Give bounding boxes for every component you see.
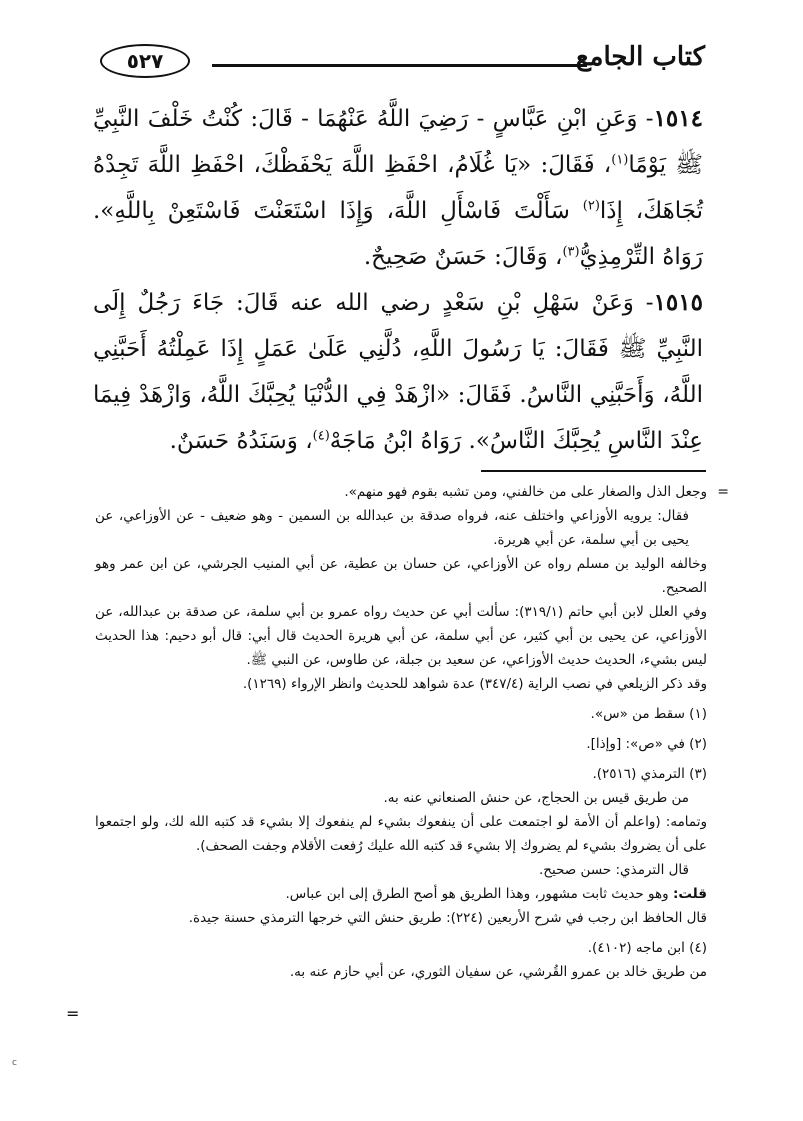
footnote-ref: (٣) [562, 244, 580, 260]
edge-mark: c [12, 1058, 17, 1068]
footnote-line: وقد ذكر الزيلعي في نصب الراية (٣٤٧/٤) عدة شواهد للحديث وانظر الإرواء (١٢٦٩). [242, 676, 707, 692]
footnote-line: وخالفه الوليد بن مسلم رواه عن الأوزاعي، عن حسان بن عطية، عن أبي المنيب الجرشي، عن ابن عمر وهو الصحيح. [95, 556, 707, 596]
hadith-text: ، وَسَنَدُهُ حَسَنٌ. [169, 428, 313, 454]
footnote-line: وجعل الذل والصغار على من خالفني، ومن تشبه بقوم فهو منهم». [344, 484, 707, 500]
page-number-oval: ٥٢٧ [100, 44, 190, 78]
qultu-text: وهو حديث ثابت مشهور، وهذا الطريق هو أصح الطرق إلى ابن عباس. [285, 886, 673, 902]
hadith-text: ، وَقَالَ: حَسَنٌ صَحِيحٌ. [363, 244, 563, 270]
footnote-line: من طريق خالد بن عمرو القُرشي، عن سفيان الثوري، عن أبي حازم عنه به. [289, 964, 707, 980]
footnote-1: (١) سقط من «س». [590, 706, 707, 722]
footnote-ref: (٤) [312, 428, 330, 444]
hadith-text: ، فَقَالَ: «يَا غُلَامُ، احْفَظِ اللَّهَ يَحْفَظْكَ، احْفَظِ اللَّهَ تَجِدْهُ تُجَاهَكَ، إِذَا [93, 152, 703, 224]
footnote-2: (٢) في «ص»: [وإذا]. [586, 736, 707, 752]
running-title: كتاب الجامع [575, 42, 705, 72]
footnote-line: وتمامه: (واعلم أن الأمة لو اجتمعت على أن ينفعوك بشيء لم ينفعوك إلا بشيء قد كتبه الله لك، ولو اجتمعوا على أن يضروك بشيء لم يضروك إلا بشيء قد كتبه الله عليك رُفعت الأقلام وجفت الصحف). [95, 814, 707, 854]
footnote-line: قال الحافظ ابن رجب في شرح الأربعين (٢٢٤): طريق حنش التي خرجها الترمذي حسنة جيدة. [188, 910, 707, 926]
hadith-1515 [93, 280, 703, 464]
footnote-line: وفي العلل لابن أبي حاتم (٣١٩/١): سألت أبي عن حديث رواه عمرو بن أبي سلمة، عن صدقة بن عبدالله، عن الأوزاعي، عن يحيى بن أبي كثير، عن أبي سلمة، عن أبي هريرة الحديث قال أبي: قال أبو دحيم: هذا الحديث ليس بشيء، الحديث حديث الأوزاعي، عن سعيد بن جبلة، عن طاوس، عن النبي ﷺ. [95, 604, 707, 668]
header-rule [212, 64, 587, 67]
hadith-number: ١٥١٥ [653, 289, 703, 316]
main-text [93, 96, 703, 464]
hadith-text: - وَعَنْ سَهْلِ بْنِ سَعْدٍ رضي الله عنه قَالَ: جَاءَ رَجُلٌ إِلَى النَّبِيِّ ﷺ فَقَالَ: يَا رَسُولَ اللَّهِ، دُلَّنِي عَلَىٰ عَمَلٍ إِذَا عَمِلْتُهُ أَحَبَّنِي اللَّهُ، وَأَحَبَّنِي النَّاسُ. فَقَالَ: «ازْهَدْ فِي الدُّنْيَا يُحِبَّكَ اللَّهُ، وَازْهَدْ فِيمَا عِنْدَ النَّاسِ يُحِبَّكَ النَّاسُ». رَوَاهُ ابْنُ مَاجَهْ [93, 290, 703, 454]
page-header [100, 38, 705, 88]
footnote-3: (٣) الترمذي (٢٥١٦). [592, 766, 707, 782]
footnote-line: من طريق قيس بن الحجاج، عن حنش الصنعاني عنه به. [383, 790, 689, 806]
continuation-mark: = [717, 484, 729, 500]
hadith-text: سَأَلْتَ فَاسْأَلِ اللَّهَ، وَإِذَا اسْتَعَنْتَ فَاسْتَعِنْ بِاللَّهِ». رَوَاهُ التِّرْمِذِيُّ [93, 198, 703, 270]
footnote-line: قال الترمذي: حسن صحيح. [539, 862, 689, 878]
footnote-separator [481, 470, 706, 472]
footnote-line [95, 882, 707, 906]
trailing-continuation-mark: = [66, 1004, 80, 1023]
footnote-ref: (٢) [582, 198, 600, 214]
hadith-number: ١٥١٤ [653, 105, 703, 132]
hadith-text: - وَعَنِ ابْنِ عَبَّاسٍ - رَضِيَ اللَّهُ عَنْهُمَا - قَالَ: كُنْتُ خَلْفَ النَّبِيِّ ﷺ يَوْمًا [93, 106, 703, 178]
qultu-label: قلت: [672, 886, 707, 902]
hadith-1514 [93, 96, 703, 280]
footnote-ref: (١) [611, 152, 629, 168]
footnote-4: (٤) ابن ماجه (٤١٠٢). [587, 940, 707, 956]
footnote-line: فقال: يرويه الأوزاعي واختلف عنه، فرواه صدقة بن عبدالله بن السمين - وهو ضعيف - عن الأوزاعي، عن يحيى بن أبي سلمة، عن أبي هريرة. [95, 508, 689, 548]
footnotes [95, 480, 729, 984]
